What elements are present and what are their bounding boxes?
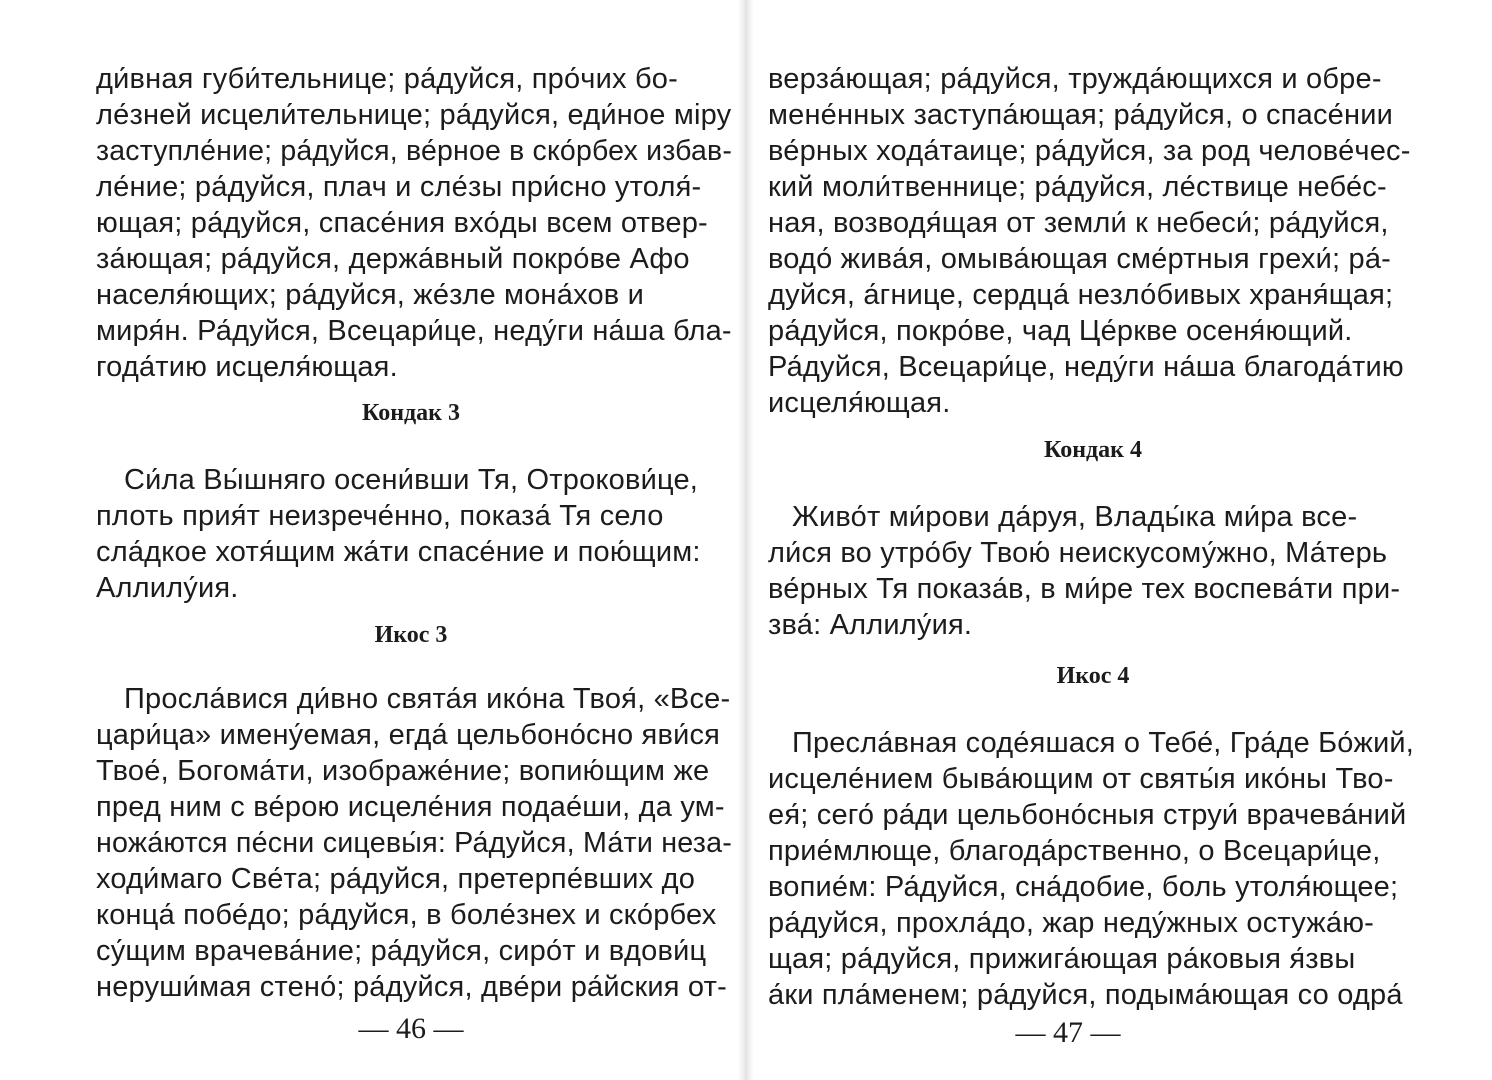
text-line: ножа́ются пе́сни сицевы́я: Ра́дуйся, Ма́ти неза- xyxy=(96,827,732,859)
text-line: щая; ра́дуйся, прижига́ющая ра́ковыя я́звы xyxy=(768,943,1356,975)
text-line: су́щим врачева́ние; ра́дуйся, сиро́т и вдови́ц xyxy=(96,935,707,967)
text-line: мене́нных заступа́ющая; ра́дуйся, о спасе́нии xyxy=(768,99,1394,131)
text-line: ходи́маго Све́та; ра́дуйся, претерпе́вших до xyxy=(96,863,696,895)
ikos-3-heading: Икос 3 xyxy=(374,622,448,648)
text-line: ная, возводя́щая от земли́ к небеси́; ра́дуйся, xyxy=(768,207,1389,239)
ikos-4-heading: Икос 4 xyxy=(1056,663,1130,689)
text-line: ра́дуйся, покро́ве, чад Це́ркве осеня́ющий. xyxy=(768,315,1353,347)
text-line: Пресла́вная соде́яшася о Тебе́, Гра́де Бо́жий, xyxy=(792,727,1415,759)
text-line: пред ним с ве́рою исцеле́ния подае́ши, да ум- xyxy=(96,791,725,823)
text-line: вопие́м: Ра́дуйся, сна́добие, боль утоля́ющее; xyxy=(768,871,1399,903)
text-line: миря́н. Ра́дуйся, Всецари́це, неду́ги на́ша бла- xyxy=(96,315,732,347)
text-line: ющая; ра́дуйся, спасе́ния вхо́ды всем отвер- xyxy=(96,207,708,239)
text-line: плоть прия́т неизрече́нно, показа́ Тя село xyxy=(96,500,664,532)
text-line: Живо́т ми́рови да́руя, Влады́ка ми́ра все- xyxy=(792,501,1358,533)
text-line: Просла́вися ди́вно свята́я ико́на Твоя́, «Все- xyxy=(124,683,731,715)
kondak-3-heading: Кондак 3 xyxy=(361,400,460,426)
text-line: дуйся, а́гнице, сердца́ незло́бивых храня́щая; xyxy=(768,279,1394,311)
text-line: ди́вная губи́тельнице; ра́дуйся, про́чих бо- xyxy=(96,63,678,95)
text-line: цари́ца» имену́емая, егда́ цельбоно́сно яви́ся xyxy=(96,719,721,751)
text-line: исцеле́нием быва́ющим от святы́я ико́ны Тво- xyxy=(768,763,1394,795)
text-line: кий моли́твеннице; ра́дуйся, ле́ствице небе́с- xyxy=(768,171,1387,203)
text-line: ле́ние; ра́дуйся, плач и сле́зы при́сно утоля́- xyxy=(96,171,702,203)
text-line: за́ющая; ра́дуйся, держа́вный покро́ве Афо xyxy=(96,243,690,275)
text-line: Аллилу́ия. xyxy=(96,572,239,604)
text-line: заступле́ние; ра́дуйся, ве́рное в ско́рбех избав- xyxy=(96,135,732,167)
text-line: неруши́мая стено́; ра́дуйся, две́ри ра́йския от- xyxy=(96,971,727,1003)
text-line: ея́; сего́ ра́ди цельбоно́сныя струи́ врачева́ний xyxy=(768,799,1407,831)
text-line: населя́ющих; ра́дуйся, же́зле мона́хов и xyxy=(96,279,645,311)
text-line: исцеля́ющая. xyxy=(768,387,951,419)
text-line: Си́ла Вы́шняго осени́вши Тя, Отрокови́це, xyxy=(124,464,699,496)
text-line: ве́рных Тя показа́в, в ми́ре тех воспева́ти при- xyxy=(768,573,1401,605)
text-line: ве́рных хода́таице; ра́дуйся, за род челове́чес- xyxy=(768,135,1411,167)
text-line: Твое́, Богома́ти, изображе́ние; вопию́щим же xyxy=(96,755,710,787)
text-line: прие́млюще, благода́рственно, о Всецари́це, xyxy=(768,835,1381,867)
page-number: — 46 — xyxy=(358,1012,464,1045)
text-line: верза́ющая; ра́дуйся, тружда́ющихся и обре- xyxy=(768,63,1382,95)
text-line: Ра́дуйся, Всецари́це, неду́ги на́ша благода́тию xyxy=(768,351,1404,383)
page-number: — 47 — xyxy=(1015,1016,1121,1049)
text-line: сла́дкое хотя́щим жа́ти спасе́ние и пою́щим: xyxy=(96,536,701,568)
text-line: конца́ побе́до; ра́дуйся, в боле́знех и ско́рбех xyxy=(96,899,717,931)
text-line: года́тию исцеля́ющая. xyxy=(96,351,398,383)
text-line: ра́дуйся, прохла́до, жар неду́жных остужа́ю- xyxy=(768,907,1374,939)
text-line: ли́ся во утро́бу Твою́ неискусому́жно, Ма́терь xyxy=(768,537,1388,569)
text-line: а́ки пла́менем; ра́дуйся, подыма́ющая со одра́ xyxy=(768,979,1403,1011)
text-line: зва́: Аллилу́ия. xyxy=(768,609,973,641)
text-line: ле́зней исцели́тельнице; ра́дуйся, еди́ное мiру xyxy=(96,99,732,131)
kondak-4-heading: Кондак 4 xyxy=(1043,437,1142,463)
text-line: водо́ жива́я, омыва́ющая сме́ртныя грехи́; ра́- xyxy=(768,243,1392,275)
